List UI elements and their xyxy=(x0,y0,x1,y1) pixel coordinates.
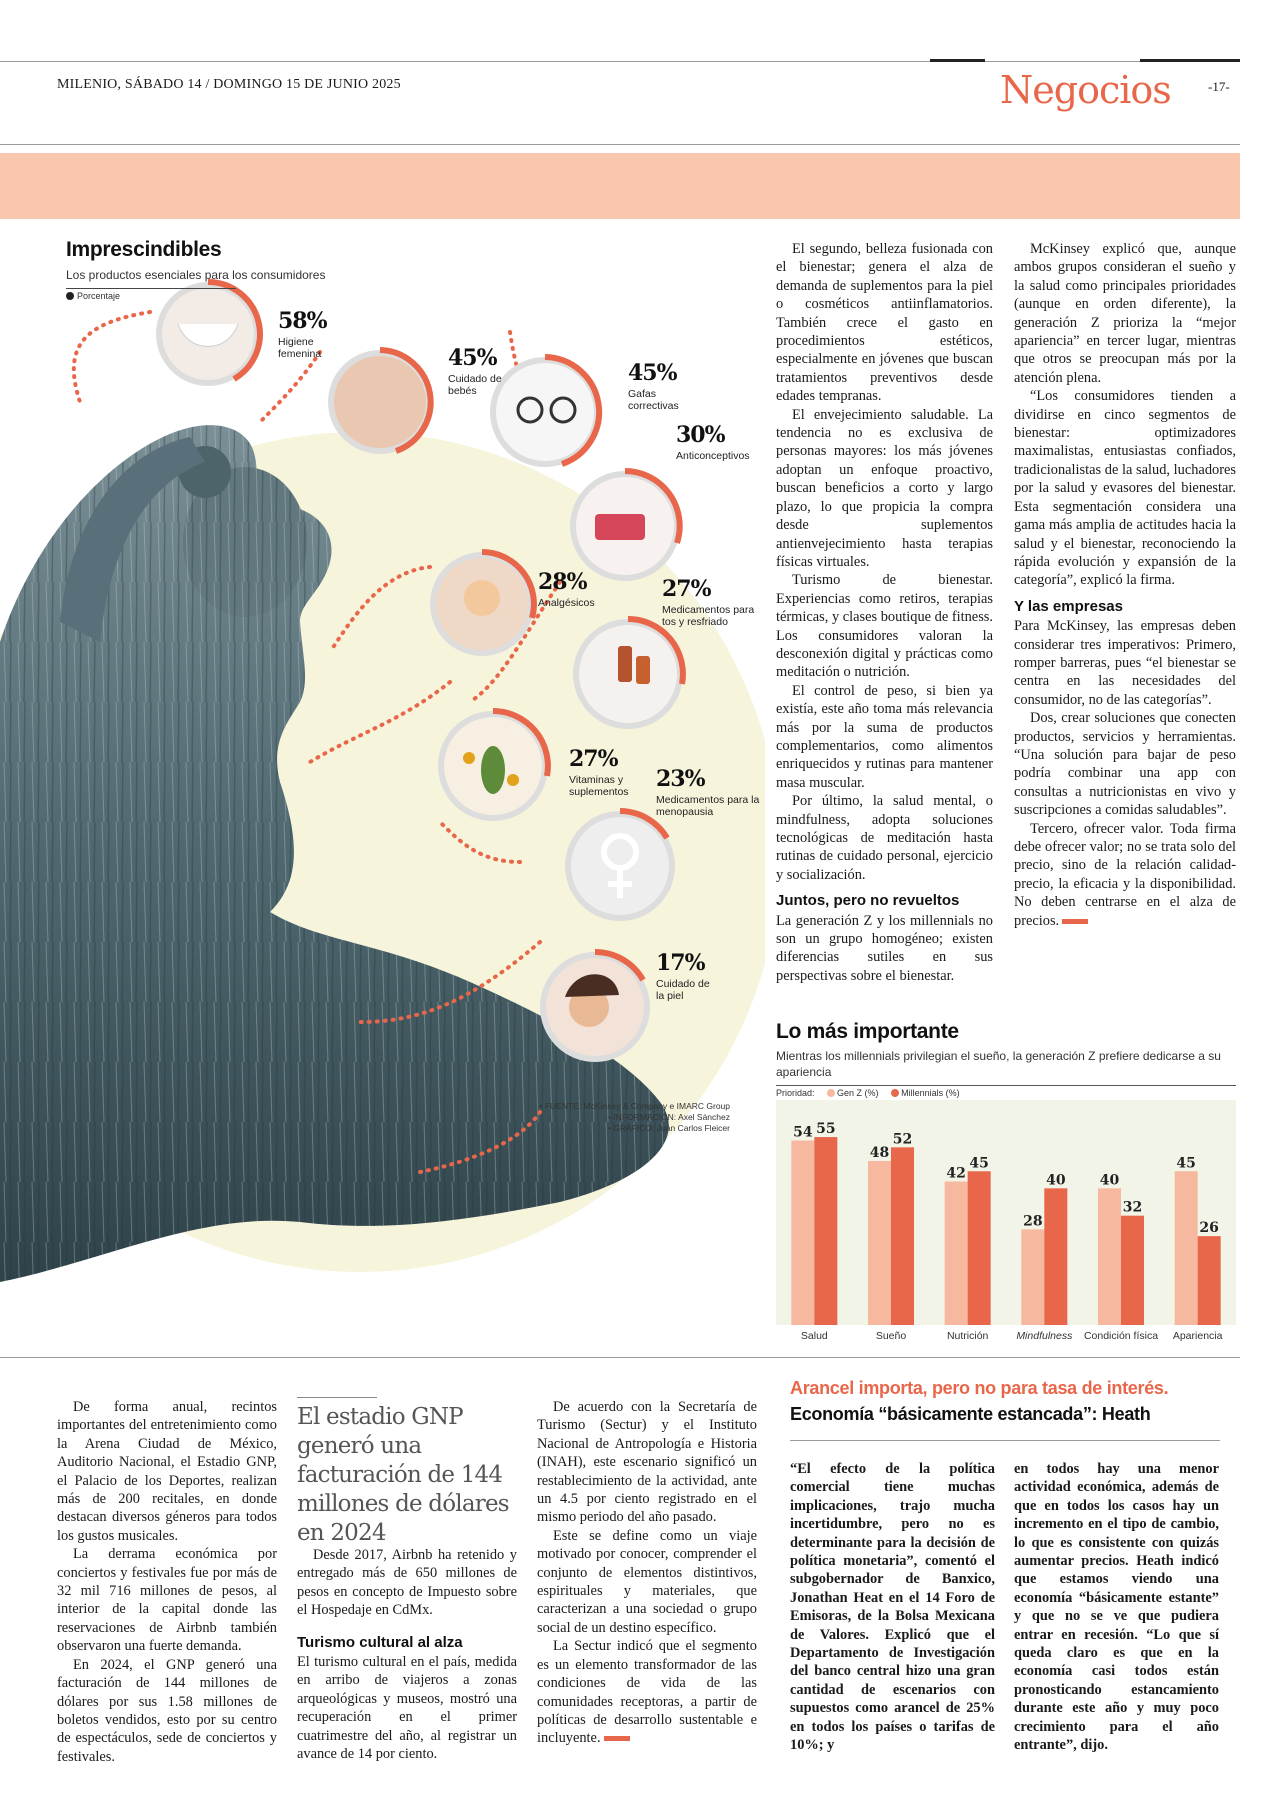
bar-value-label: 45 xyxy=(1176,1155,1196,1172)
headline-rule xyxy=(790,1440,1220,1441)
paragraph: El turismo cultural en el país, medida en arribo de viajeros a zonas arqueológicas y museos, mostró una recuperación en el primer cuatrimestre del año, al registrar un avance de 14 por ciento. xyxy=(297,1654,517,1763)
paragraph: De acuerdo con la Secretaría de Turismo (Sectur) y el Instituto Nacional de Antropología e Historia (INAH), este escenario significó un restablecimiento de la actividad, ante un 4.5 por ciento registrado en el mismo periodo del año pasado. xyxy=(537,1399,757,1526)
paragraph: Este se define como un viaje motivado por conocer, comprender el conjunto de elementos distintivos, espirituales y materiales, que caracterizan a una sociedad o grupo social de un destino específico. xyxy=(537,1527,757,1636)
item-pct-higiene: 58% xyxy=(278,308,327,334)
paragraph: La derrama económica por conciertos y festivales fue por más de 32 mil 716 millones de pesos, al interior de la capital donde las reservaciones de Airbnb también observaron una fuerte demanda. xyxy=(57,1546,277,1655)
legend-prefix: Prioridad: xyxy=(776,1088,815,1098)
bar-millennials xyxy=(814,1137,837,1325)
item-label-anticonceptivos: Anticonceptivos xyxy=(676,450,750,462)
bar-value-label: 40 xyxy=(1099,1172,1120,1189)
bar-value-label: 55 xyxy=(816,1121,836,1138)
bar-millennials xyxy=(1044,1188,1067,1325)
category-tick-label: Mindfulness xyxy=(1016,1330,1073,1342)
top-rule-accent xyxy=(930,59,985,62)
paragraph: en todos hay una menor actividad económica, además de que en todos los casos hay un incremento en el tipo de cambio, lo que es consistente con quizás aumentar precios. Heath indicó que estamos viendo una economía “básicamente estante” y que no se ve que pudiera entrar en recesión. “Lo que sí queda claro es que en la economía casi todos están pronosticando estancamiento durante este año y muy poco crecimiento para el año entrante”, dijo. xyxy=(1014,1461,1219,1754)
bar-chart xyxy=(776,1100,1236,1342)
item-label-higiene: Higiene femenina xyxy=(278,336,322,360)
paragraph xyxy=(1014,820,1236,930)
item-label-menopausia: Medicamentos para la menopausia xyxy=(656,794,760,818)
header-bottom-rule xyxy=(0,144,1240,145)
section-divider xyxy=(0,1357,1240,1358)
paragraph: Para McKinsey, las empresas deben considerar tres imperativos: Primero, romper barreras, pues “el bienestar se centra en las necesidades del consumidor, no de las categorías”. xyxy=(1014,618,1236,708)
bar-millennials xyxy=(1198,1236,1221,1325)
item-pct-analgesicos: 28% xyxy=(538,569,587,595)
credit-info: • INFORMACIÓN: Axel Sánchez xyxy=(607,1112,730,1122)
item-pct-bebes: 45% xyxy=(448,345,497,371)
page-number: -17- xyxy=(1208,79,1230,94)
bar-value-label: 42 xyxy=(946,1165,966,1182)
category-tick-label: Salud xyxy=(800,1330,828,1342)
paragraph: El segundo, belleza fusionada con el bienestar; genera el alza de demanda de suplementos para la piel o cosméticos antiinflamatorios. También crece el gasto en procedimientos estéticos, especialmente en jóvenes que buscan tratamientos preventivos desde edades tempranas. xyxy=(776,241,993,405)
infographic-subtitle: Los productos esenciales para los consumidores xyxy=(66,268,326,282)
bottom-column-4 xyxy=(790,1460,995,1755)
paragraph-text: La Sectur indicó que el segmento es un elemento transformador de las condiciones de vida de las comunidades receptoras, a partir de políticas de desarrollo sustentable e incluyente. xyxy=(537,1638,757,1747)
chart-legend xyxy=(776,1085,1236,1098)
paragraph: En 2024, el GNP generó una facturación de 144 millones de dólares por sus 1.58 millones de boletos vendidos, esto por su centro de espectáculos, sede de conciertos y festivales. xyxy=(57,1656,277,1765)
subheading: Turismo cultural al alza xyxy=(297,1633,463,1651)
bar-value-label: 45 xyxy=(969,1155,989,1172)
dateline: MILENIO, SÁBADO 14 / DOMINGO 15 DE JUNIO 2025 xyxy=(57,77,401,92)
bar-value-label: 40 xyxy=(1046,1172,1066,1189)
bar-value-label: 48 xyxy=(869,1145,890,1161)
legend-label: Porcentaje xyxy=(77,291,121,301)
news-kicker: Arancel importa, pero no para tasa de interés. xyxy=(790,1378,1169,1398)
paragraph: De forma anual, recintos importantes del entretenimiento como la Arena Ciudad de México, Auditorio Nacional, el Estadio GNP, el Palacio de los Deportes, realizan más de 200 recitales, en donde destacan diversos géneros para todos los gustos musicales. xyxy=(57,1399,277,1544)
bar-millennials xyxy=(891,1147,914,1325)
paragraph: “El efecto de la política comercial tiene muchas implicaciones, trajo mucha incertidumbre, pero no es determinante para la decisión de política monetaria”, comentó el subgobernador de Banxico, Jonathan Heat en el 14 Foro de Emisoras, de la Bolsa Mexicana de Valores. Explicó que el Departamento de Investigación del banco central hizo una gran cantidad de escenarios con supuestos como arancel de 25% en todos los países o tarifas de 10%; y xyxy=(790,1461,995,1754)
item-pct-menopausia: 23% xyxy=(656,766,705,792)
bar-genz xyxy=(945,1182,968,1326)
item-label-tos: Medicamentos para tos y resfriado xyxy=(662,604,755,628)
legend-millennials-label: Millennials (%) xyxy=(901,1088,960,1098)
section-title: Negocios xyxy=(1000,68,1171,112)
article-column-2 xyxy=(1014,240,1236,930)
infographic-legend xyxy=(66,288,236,301)
paragraph: Turismo de bienestar. Experiencias como retiros, terapias térmicas, y clases boutique de fitness. Los consumidores valoran la desconexión digital y prácticas como meditación o nutrición. xyxy=(776,572,993,681)
paragraph: La generación Z y los millennials no son un grupo homogéneo; existen diferencias sutiles en sus perspectivas sobre el bienestar. xyxy=(776,912,993,984)
bottom-column-5 xyxy=(1014,1460,1219,1755)
subheading: Juntos, pero no revueltos xyxy=(776,892,960,910)
pull-quote: El estadio GNP generó una facturación de 144 millones de dólares en 2024 xyxy=(297,1404,509,1546)
category-tick-label: Condición física xyxy=(1083,1330,1159,1342)
category-tick-label: Nutrición xyxy=(946,1330,989,1342)
infographic-credits xyxy=(440,1101,730,1134)
end-mark-icon xyxy=(1062,919,1088,924)
bar-genz xyxy=(868,1161,891,1325)
bar-value-label: 54 xyxy=(793,1124,813,1141)
bottom-column-2 xyxy=(297,1546,517,1763)
item-label-gafas: Gafas correctivas xyxy=(628,388,679,412)
article-column-1 xyxy=(776,240,993,985)
bar-value-label: 26 xyxy=(1199,1220,1219,1237)
paragraph: McKinsey explicó que, aunque ambos grupos consideran el sueño y la salud como principales prioridades (aunque en orden diferente), la generación Z prioriza la “mejor apariencia” en tercer lugar, mientras que otros se preocupan más por la atención plena. xyxy=(1014,241,1236,386)
item-label-bebes: Cuidado de bebés xyxy=(448,373,502,397)
bottom-column-1 xyxy=(57,1398,277,1766)
item-pct-anticonceptivos: 30% xyxy=(676,422,725,448)
subheading: Y las empresas xyxy=(1014,597,1123,615)
top-rule-accent-2 xyxy=(1140,59,1240,62)
paragraph: Desde 2017, Airbnb ha retenido y entregado más de 650 millones de pesos en concepto de Impuesto sobre el Hospedaje en CdMx. xyxy=(297,1547,517,1619)
bar-genz xyxy=(1175,1171,1198,1325)
bar-value-label: 28 xyxy=(1023,1213,1043,1230)
paragraph: “Los consumidores tienden a dividirse en cinco segmentos de bienestar: optimizadores maximalistas, entusiastas confiados, tradicionalistas de la salud, luchadores por la salud y evasores del bienestar. Esta segmentación considera una gama más amplia de actitudes hacia la salud y el bienestar, reconociendo la rápida evolución y expansión de la categoría”, explicó la firma. xyxy=(1014,388,1236,589)
bar-millennials xyxy=(968,1171,991,1325)
item-pct-gafas: 45% xyxy=(628,360,677,386)
bar-value-label: 52 xyxy=(892,1131,913,1148)
item-label-vitaminas: Vitaminas y suplementos xyxy=(569,774,629,798)
chart-plot-background xyxy=(776,1100,1236,1325)
paragraph-text: Tercero, ofrecer valor. Toda firma debe ofrecer valor; no se trata solo del precio, sino de la relación calidad-precio, la eficacia y la disponibilidad. No deben centrarse en el alza de precios. xyxy=(1014,820,1236,929)
credit-source: • FUENTE: McKinsey & Company e IMARC Group xyxy=(539,1101,730,1111)
legend-dot-icon xyxy=(66,292,74,300)
item-pct-vitaminas: 27% xyxy=(569,746,618,772)
category-tick-label: Sueño xyxy=(875,1330,907,1342)
item-label-piel: Cuidado de la piel xyxy=(656,978,710,1002)
bar-value-label: 32 xyxy=(1122,1199,1143,1216)
bar-genz xyxy=(1098,1188,1121,1325)
paragraph: El control de peso, si bien ya existía, este año toma más relevancia más por la suma de productos complementarios, como alimentos enriquecidos y rutinas para mantener masa muscular. xyxy=(776,682,993,791)
paragraph: Por último, la salud mental, o mindfulness, adopta soluciones tecnológicas de meditación hasta rutinas de cuidado personal, ejercicio y socialización. xyxy=(776,793,993,883)
item-pct-tos: 27% xyxy=(662,576,711,602)
paragraph: El envejecimiento saludable. La tendencia no es exclusiva de personas mayores: los más jóvenes adoptan un enfoque proactivo, buscan beneficios a corto y largo plazo, lo que propicia la compra desde suplementos antienvejecimiento hasta terapias físicas virtuales. xyxy=(776,406,993,570)
chart-title: Lo más importante xyxy=(776,1020,959,1043)
credit-graphic: • GRÁFICO: Juan Carlos Fleicer xyxy=(607,1123,730,1133)
bar-genz xyxy=(791,1141,814,1326)
end-mark-icon xyxy=(604,1736,630,1741)
legend-millennials-dot-icon xyxy=(891,1089,899,1097)
item-label-analgesicos: Analgésicos xyxy=(538,597,595,609)
bar-millennials xyxy=(1121,1216,1144,1325)
top-rule xyxy=(0,61,1240,62)
bottom-column-3 xyxy=(537,1398,757,1748)
news-headline: Economía “básicamente estancada”: Heath xyxy=(790,1404,1151,1424)
infographic-title: Imprescindibles xyxy=(66,238,222,261)
header-color-band xyxy=(0,153,1240,219)
legend-genz-label: Gen Z (%) xyxy=(837,1088,879,1098)
category-tick-label: Apariencia xyxy=(1172,1330,1223,1342)
legend-genz-dot-icon xyxy=(827,1089,835,1097)
paragraph xyxy=(537,1637,757,1747)
bar-genz xyxy=(1021,1229,1044,1325)
pull-quote-rule xyxy=(297,1397,377,1398)
chart-subtitle: Mientras los millennials privilegian el sueño, la generación Z prefiere dedicarse a su apariencia xyxy=(776,1049,1221,1079)
paragraph: Dos, crear soluciones que conecten productos, servicios y herramientas. “Una solución para bajar de peso podría combinar una app con consultas a nutricionistas en vivo y suscripciones a comidas saludables”. xyxy=(1014,710,1236,819)
item-pct-piel: 17% xyxy=(656,950,705,976)
